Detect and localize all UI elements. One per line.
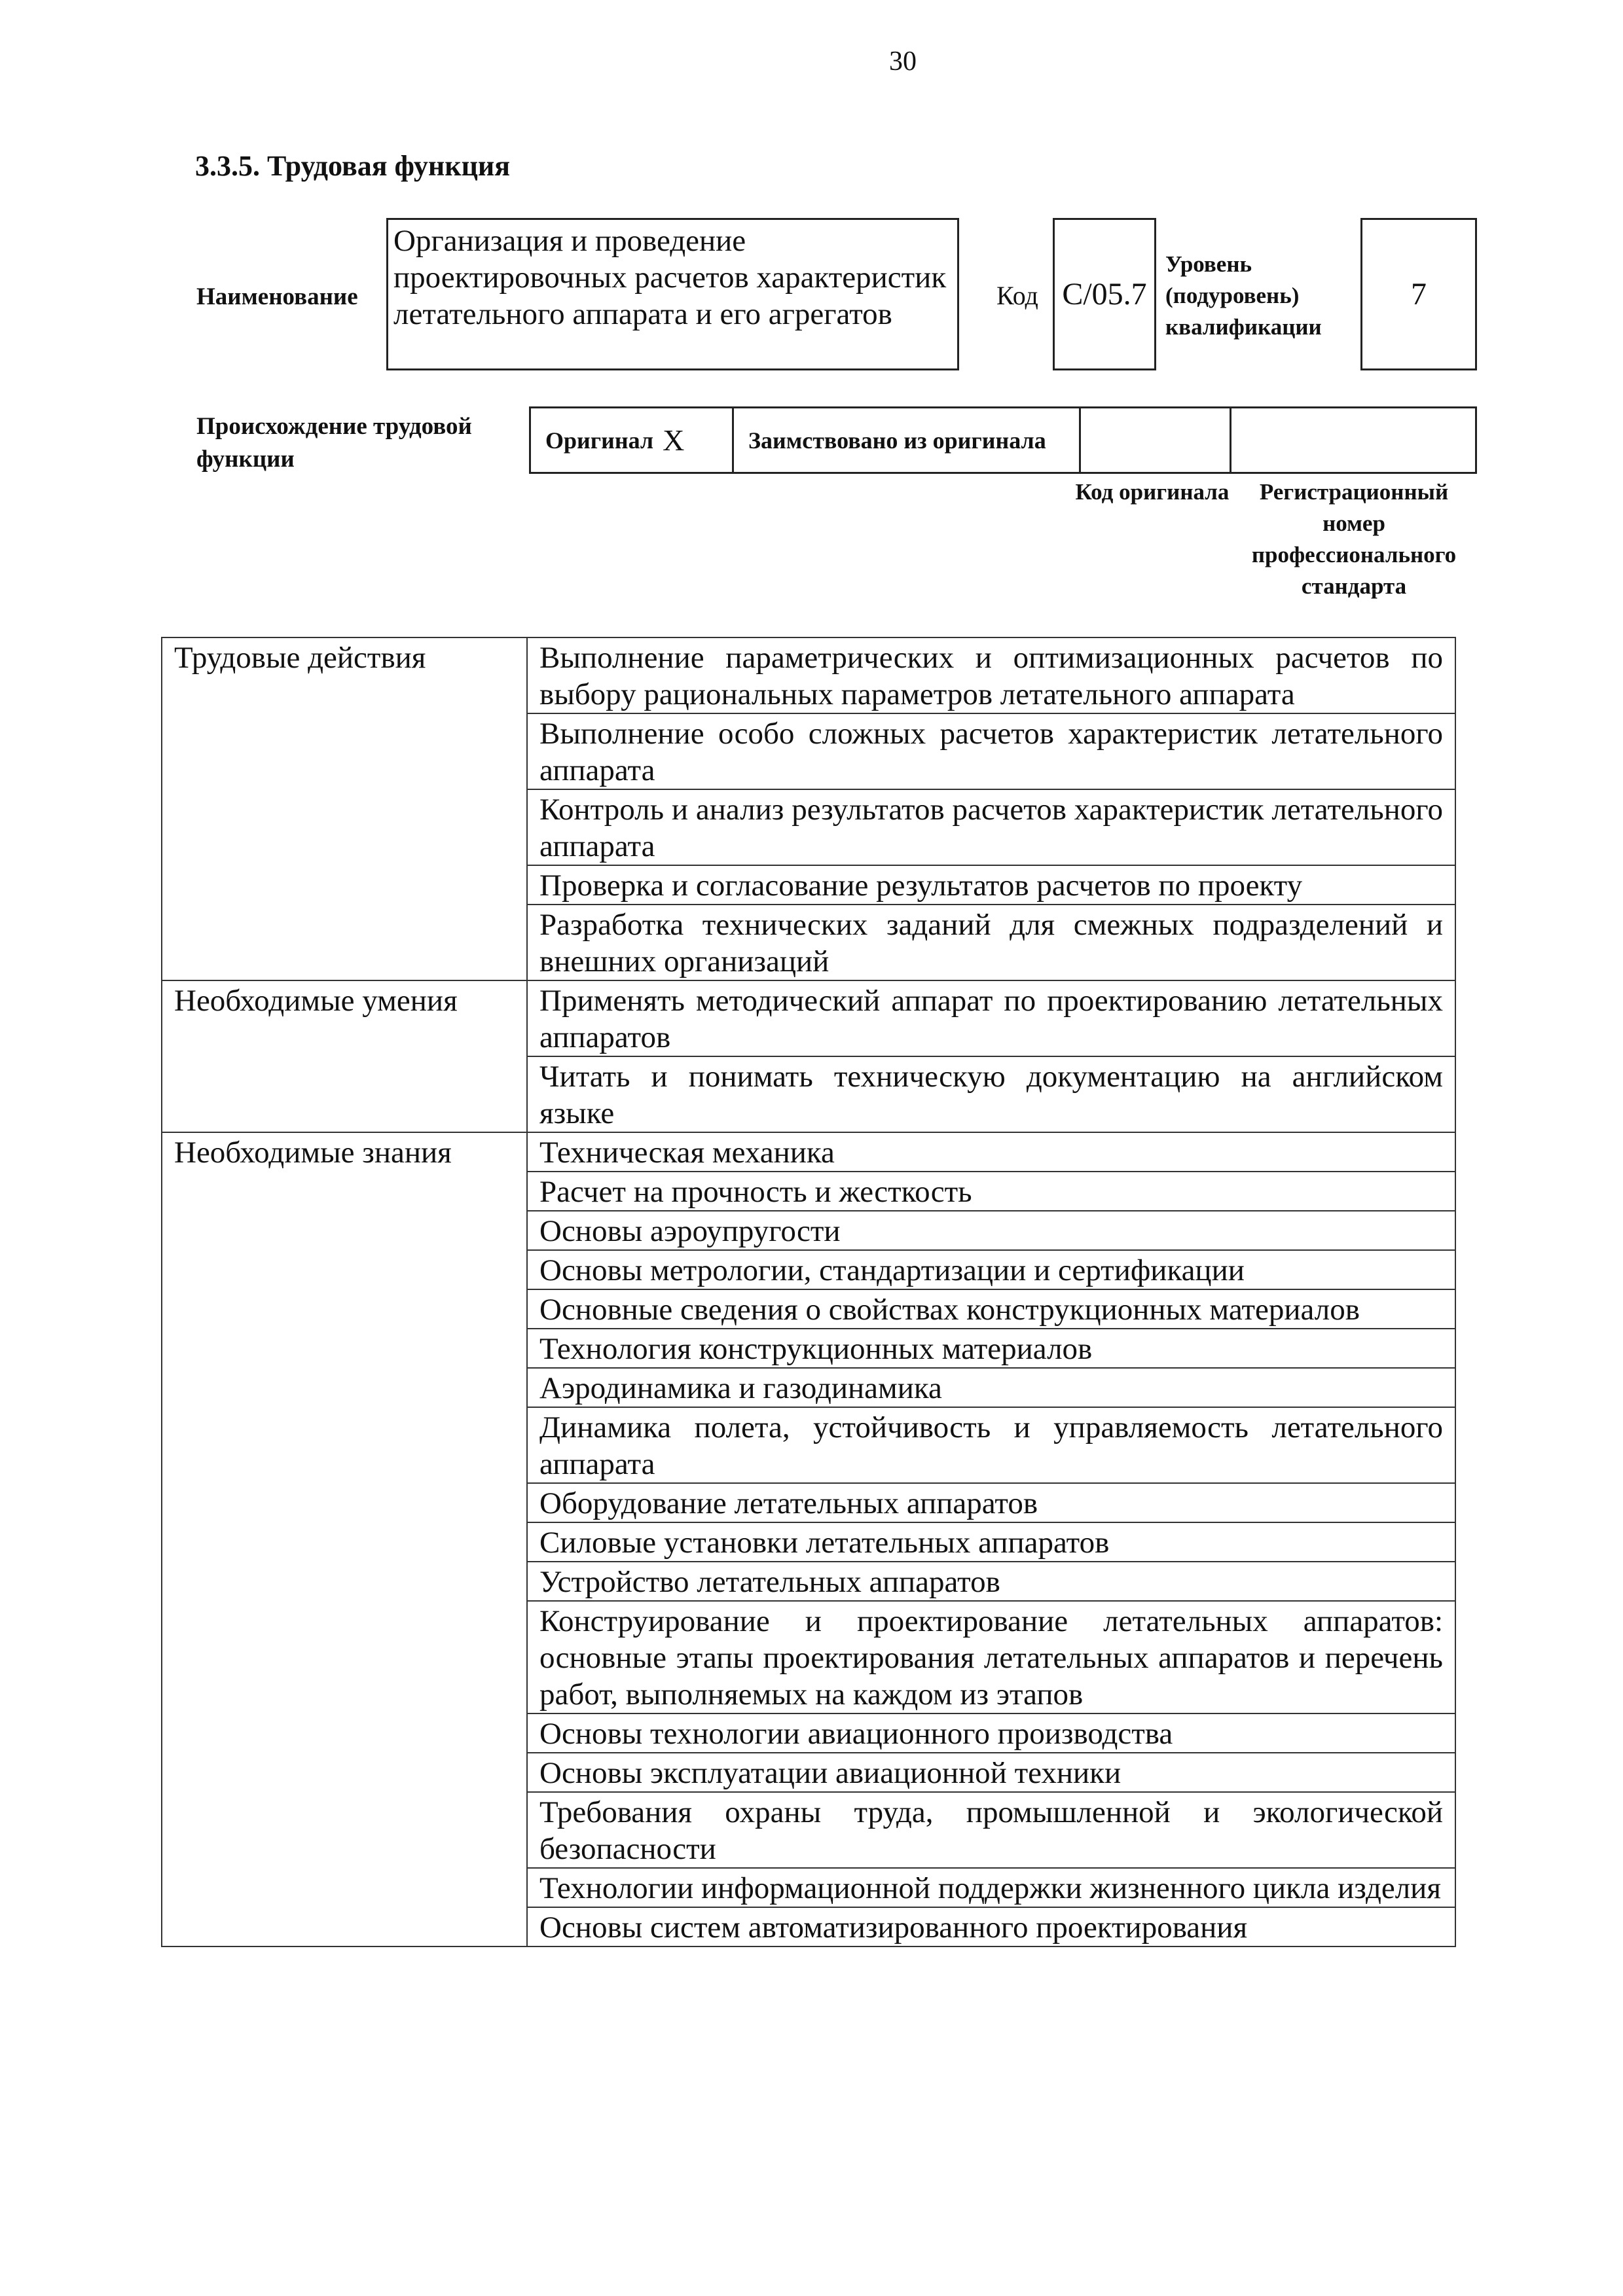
level-box: 7 [1360, 218, 1477, 370]
origin-code-cell [1081, 408, 1231, 472]
item-cell: Силовые установки летательных аппаратов [527, 1522, 1455, 1562]
caption-original-code: Код оригинала [1075, 479, 1230, 505]
function-content-table [161, 637, 1456, 1947]
item-cell: Расчет на прочность и жесткость [527, 1172, 1455, 1211]
section-title: 3.3.5. Трудовая функция [195, 150, 511, 182]
origin-row [529, 406, 1477, 474]
item-cell: Выполнение параметрических и оптимизационных расчетов по выбору рациональных параметров летательного аппарата [527, 637, 1455, 713]
page-number: 30 [889, 46, 917, 77]
category-cell: Трудовые действия [162, 637, 527, 980]
item-cell: Основы эксплуатации авиационной техники [527, 1753, 1455, 1792]
item-cell: Требования охраны труда, промышленной и экологической безопасности [527, 1792, 1455, 1868]
item-cell: Основы метрологии, стандартизации и сертификации [527, 1250, 1455, 1289]
item-cell: Читать и понимать техническую документацию на английском языке [527, 1056, 1455, 1132]
table-row [162, 980, 1455, 1056]
origin-original-mark: X [663, 423, 685, 457]
item-cell: Технологии информационной поддержки жизненного цикла изделия [527, 1868, 1455, 1907]
table-row [162, 637, 1455, 713]
origin-original-cell [531, 408, 734, 472]
code-label: Код [996, 281, 1038, 310]
level-label: Уровень (подуровень) квалификации [1165, 251, 1322, 340]
function-name-box: Организация и проведение проектировочных расчетов характеристик летательного аппарата и его агрегатов [386, 218, 959, 370]
item-cell: Выполнение особо сложных расчетов характеристик летательного аппарата [527, 713, 1455, 789]
item-cell: Разработка технических заданий для смежных подразделений и внешних организаций [527, 905, 1455, 980]
item-cell: Технология конструкционных материалов [527, 1329, 1455, 1368]
item-cell: Динамика полета, устойчивость и управляемость летательного аппарата [527, 1407, 1455, 1483]
caption-reg-number: Регистрационный номер профессионального стандарта [1251, 479, 1457, 599]
item-cell: Применять методический аппарат по проектированию летательных аппаратов [527, 980, 1455, 1056]
origin-borrowed-cell: Заимствовано из оригинала [734, 408, 1081, 472]
item-cell: Оборудование летательных аппаратов [527, 1483, 1455, 1522]
item-cell: Контроль и анализ результатов расчетов характеристик летательного аппарата [527, 789, 1455, 865]
origin-original-label: Оригинал [545, 427, 654, 454]
item-cell: Конструирование и проектирование летательных аппаратов: основные этапы проектирования летательных аппаратов и перечень работ, выполняемых на каждом из этапов [527, 1601, 1455, 1713]
item-cell: Основы систем автоматизированного проектирования [527, 1907, 1455, 1946]
category-cell: Необходимые знания [162, 1132, 527, 1946]
item-cell: Проверка и согласование результатов расчетов по проекту [527, 865, 1455, 905]
origin-label: Происхождение трудовой функции [196, 413, 472, 473]
item-cell: Основы аэроупругости [527, 1211, 1455, 1250]
code-box: C/05.7 [1053, 218, 1156, 370]
item-cell: Аэродинамика и газодинамика [527, 1368, 1455, 1407]
item-cell: Устройство летательных аппаратов [527, 1562, 1455, 1601]
item-cell: Основные сведения о свойствах конструкционных материалов [527, 1289, 1455, 1329]
item-cell: Техническая механика [527, 1132, 1455, 1172]
item-cell: Основы технологии авиационного производства [527, 1713, 1455, 1753]
table-row [162, 1132, 1455, 1172]
name-label: Наименование [196, 283, 358, 310]
category-cell: Необходимые умения [162, 980, 527, 1132]
origin-reg-number-cell [1231, 408, 1475, 472]
